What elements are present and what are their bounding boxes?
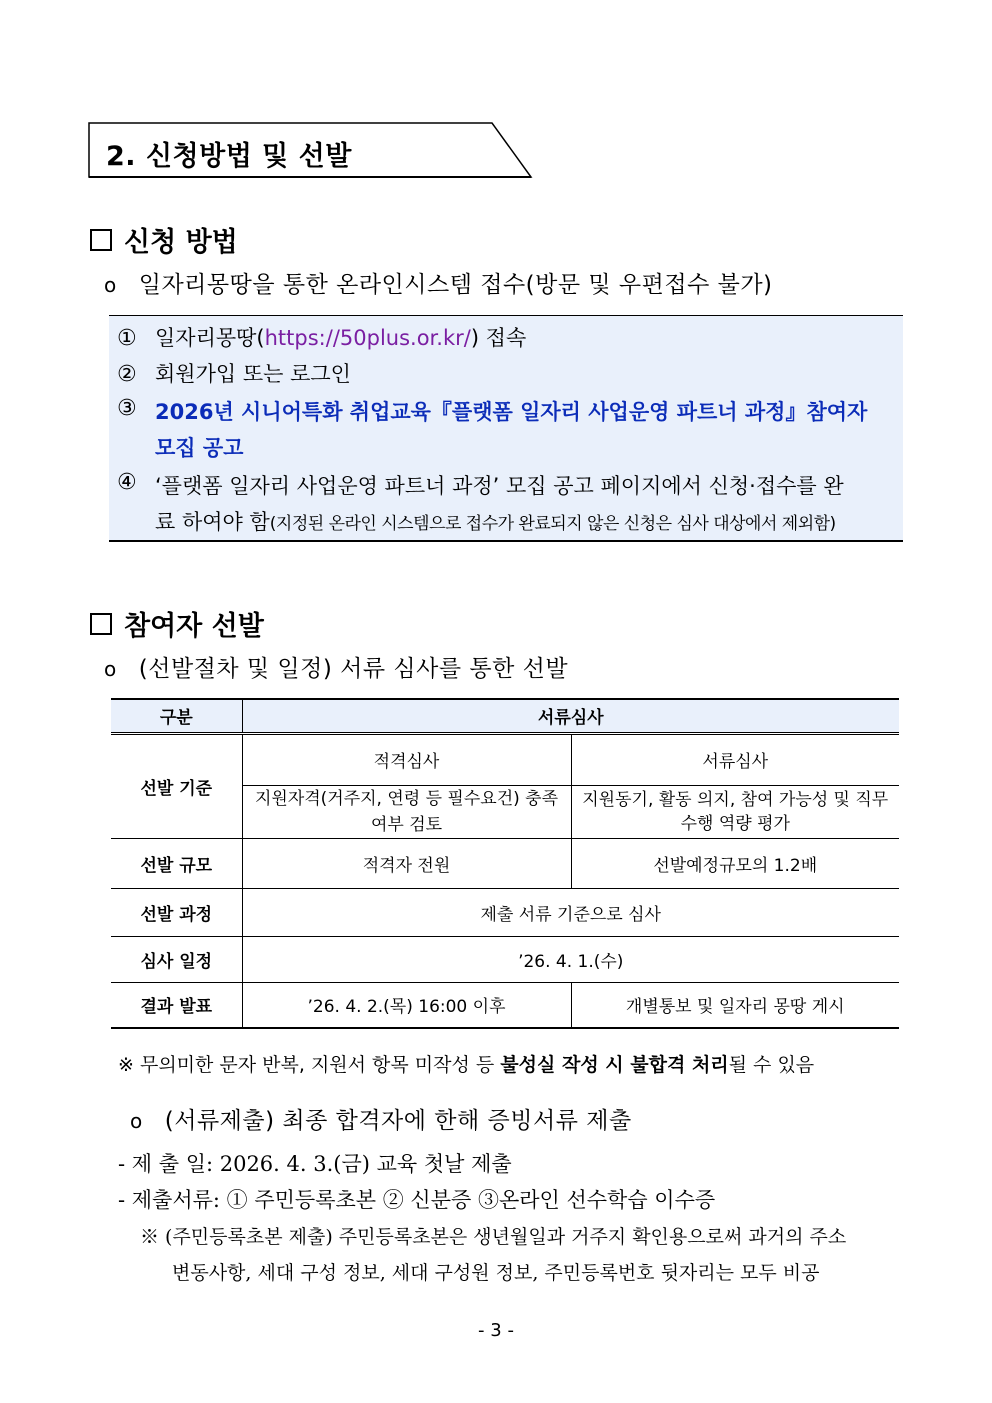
step-text-line1: 2026년 시니어특화 취업교육『플랫폼 일자리 사업운영 파트너 과정』참여자 <box>155 400 868 424</box>
checkbox-square-icon <box>90 229 112 251</box>
section-title: 2. 신청방법 및 선발 <box>106 141 352 172</box>
step-1 <box>117 322 526 352</box>
section-title-box <box>88 122 533 178</box>
table-cell: 서류심사 <box>571 733 899 785</box>
note-bold-text: 불성실 작성 시 불합격 처리 <box>500 1054 729 1076</box>
step-text: 일자리몽땅( <box>155 326 265 350</box>
step-text: 회원가입 또는 로그인 <box>155 362 351 386</box>
select-bullet <box>104 650 568 683</box>
circle-bullet-icon: o <box>104 657 117 681</box>
docs-bullet <box>130 1102 632 1135</box>
table-cell: 지원동기, 활동 의지, 참여 가능성 및 직무수행 역량 평가 <box>571 785 899 838</box>
select-bullet-text: (선발절차 및 일정) 서류 심사를 통한 선발 <box>138 656 569 682</box>
circle-bullet-icon: o <box>130 1109 143 1133</box>
step-number: ① <box>117 326 137 351</box>
header-cell: 서류심사 <box>242 699 899 733</box>
row-label: 선발 규모 <box>111 838 242 888</box>
row-label: 선발 기준 <box>111 733 242 838</box>
page-number: - 3 - <box>478 1320 514 1341</box>
note-text: ※ 무의미한 문자 반복, 지원서 항목 미작성 등 <box>118 1054 501 1076</box>
site-url-link[interactable]: https://50plus.or.kr/ <box>264 326 471 350</box>
select-heading-text: 참여자 선발 <box>124 611 264 642</box>
circle-bullet-icon: o <box>104 273 117 297</box>
table-row <box>111 888 899 936</box>
apply-steps-box <box>109 315 903 542</box>
apply-heading <box>90 220 238 259</box>
table-cell: 개별통보 및 일자리 몽땅 게시 <box>571 982 899 1028</box>
table-cell: 적격자 전원 <box>242 838 571 888</box>
table-cell: 제출 서류 기준으로 심사 <box>242 888 899 936</box>
step-number: ② <box>117 362 137 387</box>
header-cell: 구분 <box>111 699 242 733</box>
select-note <box>118 1050 814 1077</box>
table-cell: ’26. 4. 2.(목) 16:00 이후 <box>242 982 571 1028</box>
table-row <box>111 733 899 785</box>
checkbox-square-icon <box>90 613 112 635</box>
apply-heading-text: 신청 방법 <box>124 227 238 258</box>
note-text: 될 수 있음 <box>728 1054 815 1076</box>
docs-note-line1: ※ (주민등록초본 제출) 주민등록초본은 생년월일과 거주지 확인용으로써 과거의 주소 <box>140 1226 847 1248</box>
table-row <box>111 936 899 982</box>
step-4 <box>117 470 903 540</box>
step-text-line1: ‘플랫폼 일자리 사업운영 파트너 과정’ 모집 공고 페이지에서 신청·접수를 완 <box>155 474 844 498</box>
table-header-row <box>111 699 899 733</box>
select-heading <box>90 604 264 643</box>
row-label: 결과 발표 <box>111 982 242 1028</box>
table-cell: 지원자격(거주지, 연령 등 필수요건) 충족 여부 검토 <box>242 785 571 838</box>
apply-bullet-text: 일자리몽땅을 통한 온라인시스템 접수(방문 및 우편접수 불가) <box>138 272 773 298</box>
table-cell: ’26. 4. 1.(수) <box>242 936 899 982</box>
step-text-line2: 료 하여야 함 <box>155 510 270 534</box>
step-number: ④ <box>117 470 137 495</box>
docs-date-line: - 제 출 일: 2026. 4. 3.(금) 교육 첫날 제출 <box>118 1152 512 1176</box>
apply-bullet <box>104 266 773 299</box>
docs-bullet-text: (서류제출) 최종 합격자에 한해 증빙서류 제출 <box>164 1108 632 1134</box>
table-row <box>111 982 899 1028</box>
step-3 <box>117 396 903 466</box>
step-note: (지정된 온라인 시스템으로 접수가 완료되지 않은 신청은 심사 대상에서 제외함) <box>269 514 836 534</box>
table-cell: 적격심사 <box>242 733 571 785</box>
docs-note-line2: 변동사항, 세대 구성 정보, 세대 구성원 정보, 주민등록번호 뒷자리는 모두 비공 <box>172 1262 820 1284</box>
docs-list-line: - 제출서류: ① 주민등록초본 ② 신분증 ③온라인 선수학습 이수증 <box>118 1188 716 1212</box>
row-label: 선발 과정 <box>111 888 242 936</box>
table-row <box>111 838 899 888</box>
row-label: 심사 일정 <box>111 936 242 982</box>
selection-table <box>111 698 899 1029</box>
step-2 <box>117 358 351 388</box>
step-number: ③ <box>117 396 137 421</box>
table-cell: 선발예정규모의 1.2배 <box>571 838 899 888</box>
step-text: ) 접속 <box>470 326 527 350</box>
step-text-line2: 모집 공고 <box>155 436 244 460</box>
